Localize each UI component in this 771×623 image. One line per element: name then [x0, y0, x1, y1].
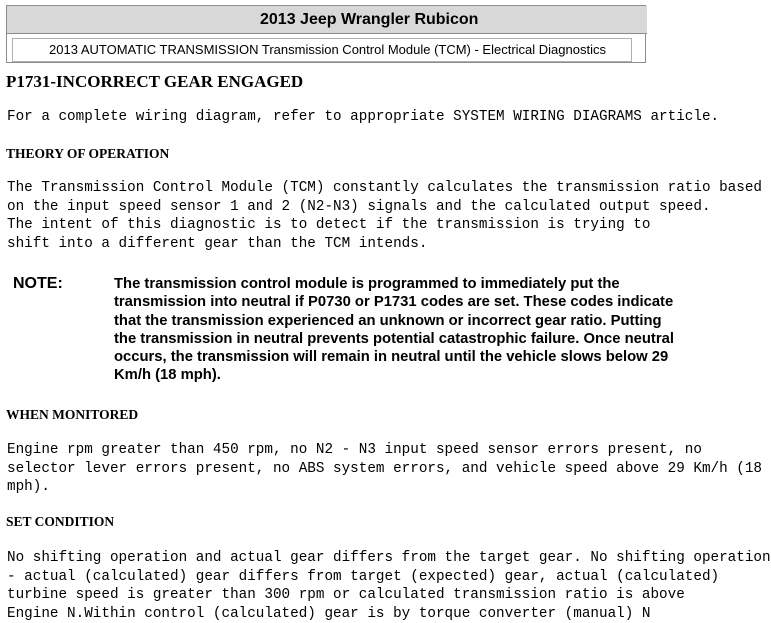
set-condition-line: - actual (calculated) gear differs from target (expected) gear, actual (calculated): [7, 568, 771, 587]
intro-text: For a complete wiring diagram, refer to appropriate SYSTEM WIRING DIAGRAMS article.: [7, 108, 719, 127]
note-label: NOTE:: [13, 275, 63, 293]
vehicle-title: 2013 Jeep Wrangler Rubicon: [260, 11, 478, 29]
when-monitored-line: mph).: [7, 478, 762, 497]
when-monitored-paragraph: [7, 441, 762, 497]
note-body: [114, 275, 674, 385]
theory-line: The intent of this diagnostic is to detect if the transmission is trying to: [7, 216, 762, 235]
note-line: transmission into neutral if P0730 or P1731 codes are set. These codes indicate: [114, 293, 674, 311]
header-title-bar: [7, 6, 647, 34]
set-condition-line: turbine speed is greater than 300 rpm or calculated transmission ratio is above: [7, 586, 771, 605]
set-condition-paragraph: [7, 549, 771, 623]
when-monitored-line: selector lever errors present, no ABS system errors, and vehicle speed above 29 Km/h (18: [7, 460, 762, 479]
theory-line: on the input speed sensor 1 and 2 (N2-N3) signals and the calculated output speed.: [7, 198, 762, 217]
theory-line: The Transmission Control Module (TCM) constantly calculates the transmission ratio based: [7, 179, 762, 198]
theory-line: shift into a different gear than the TCM intends.: [7, 235, 762, 254]
set-condition-line: Engine N.Within control (calculated) gear is by torque converter (manual) N: [7, 605, 771, 623]
when-monitored-heading: WHEN MONITORED: [6, 407, 138, 423]
theory-heading: THEORY OF OPERATION: [6, 146, 169, 162]
theory-paragraph: [7, 179, 762, 253]
note-line: occurs, the transmission will remain in neutral until the vehicle slows below 29: [114, 348, 674, 366]
header-subtitle-box: [12, 38, 632, 62]
document-header: [6, 5, 646, 63]
note-line: that the transmission experienced an unknown or incorrect gear ratio. Putting: [114, 312, 674, 330]
set-condition-heading: SET CONDITION: [6, 514, 114, 530]
dtc-title: P1731-INCORRECT GEAR ENGAGED: [6, 72, 303, 92]
set-condition-line: No shifting operation and actual gear differs from the target gear. No shifting operation: [7, 549, 771, 568]
note-line: The transmission control module is programmed to immediately put the: [114, 275, 674, 293]
when-monitored-line: Engine rpm greater than 450 rpm, no N2 - N3 input speed sensor errors present, no: [7, 441, 762, 460]
note-line: Km/h (18 mph).: [114, 366, 674, 384]
note-line: the transmission in neutral prevents potential catastrophic failure. Once neutral: [114, 330, 674, 348]
header-subtitle: 2013 AUTOMATIC TRANSMISSION Transmission Control Module (TCM) - Electrical Diagnostics: [49, 42, 606, 57]
